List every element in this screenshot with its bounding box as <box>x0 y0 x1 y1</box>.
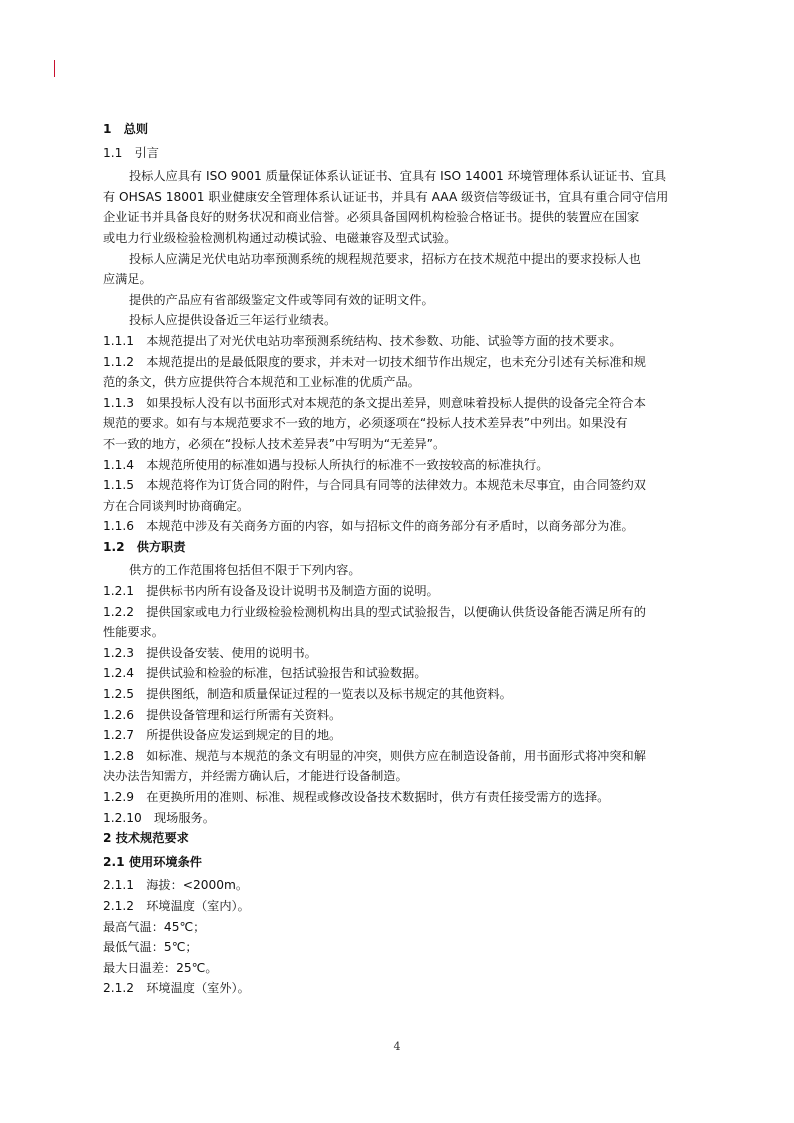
clause-line: 最大日温差：25℃。 <box>103 960 218 975</box>
red-corner-mark <box>54 60 55 77</box>
paragraph-line: 有 OHSAS 18001 职业健康安全管理体系认证证书，并具有 AAA 级资信等级证书，宜具有重合同守信用 <box>103 189 669 204</box>
page-number: 4 <box>393 1040 401 1053</box>
clause-line: 1.2.4 提供试验和检验的标准，包括试验报告和试验数据。 <box>103 666 427 681</box>
clause-line: 1.2.7 所提供设备应发运到规定的目的地。 <box>103 728 342 743</box>
clause-line: 1.2.9 在更换所用的准则、标准、规程或修改设备技术数据时，供方有责任接受需方的选择。 <box>103 790 610 804</box>
clause-line: 1.2.1 提供标书内所有设备及设计说明书及制造方面的说明。 <box>103 584 439 599</box>
paragraph-line: 应满足。 <box>103 272 152 287</box>
paragraph-line: 投标人应具有 ISO 9001 质量保证体系认证证书、宜具有 ISO 14001 环境管理体系认证证书、宜具 <box>129 169 667 184</box>
clause-line: 规范的要求。如有与本规范要求不一致的地方，必须逐项在“投标人技术差异表”中列出。如果没有 <box>103 416 628 431</box>
clause-line: 性能要求。 <box>103 625 164 640</box>
document-body <box>103 119 715 999</box>
clause-line: 1.1.3 如果投标人没有以书面形式对本规范的条文提出差异，则意味着投标人提供的设备完全符合本 <box>103 395 646 410</box>
clause-line: 1.2.5 提供图纸，制造和质量保证过程的一览表以及标书规定的其他资料。 <box>103 687 512 702</box>
clause-line: 1.2.3 提供设备安装、使用的说明书。 <box>103 645 317 660</box>
clause-line: 最低气温：5℃； <box>103 940 198 955</box>
clause-line: 1.2.8 如标准、规范与本规范的条文有明显的冲突，则供方应在制造设备前，用书面形式将冲突和解 <box>103 748 646 763</box>
clause-line: 不一致的地方，必须在“投标人技术差异表”中写明为“无差异”。 <box>103 436 446 451</box>
clause-line: 决办法告知需方，并经需方确认后，才能进行设备制造。 <box>103 769 408 784</box>
paragraph-line: 投标人应满足光伏电站功率预测系统的规程规范要求，招标方在技术规范中提出的要求投标人也 <box>129 251 641 266</box>
subsection-heading-intro: 1.1 引言 <box>103 145 159 160</box>
clause-line: 1.2.10 现场服务。 <box>103 810 215 825</box>
clause-line: 最高气温：45℃； <box>103 919 206 934</box>
clause-line: 范的条文，供方应提供符合本规范和工业标准的优质产品。 <box>103 375 420 390</box>
clause-line: 2.1.1 海拔：<2000m。 <box>103 878 249 893</box>
clause-line: 1.1.4 本规范所使用的标准如遇与投标人所执行的标准不一致按较高的标准执行。 <box>103 457 549 472</box>
paragraph-line: 供方的工作范围将包括但不限于下列内容。 <box>129 563 361 578</box>
subsection-heading-env: 2.1 使用环境条件 <box>103 854 202 869</box>
paragraph-line: 企业证书并具备良好的财务状况和商业信誉。必须具备国网机构检验合格证书。提供的装置应在国家 <box>103 210 640 225</box>
clause-line: 2.1.2 环境温度（室外）。 <box>103 981 250 996</box>
clause-line: 1.1.6 本规范中涉及有关商务方面的内容，如与招标文件的商务部分有矛盾时，以商务部分为准。 <box>103 519 634 534</box>
paragraph-line: 投标人应提供设备近三年运行业绩表。 <box>129 313 337 328</box>
clause-line: 1.1.5 本规范将作为订货合同的附件，与合同具有同等的法律效力。本规范未尽事宜，由合同签约双 <box>103 478 646 493</box>
clause-line: 1.2.6 提供设备管理和运行所需有关资料。 <box>103 707 342 722</box>
section-heading-1: 1 总则 <box>103 122 149 136</box>
clause-line: 2.1.2 环境温度（室内）。 <box>103 898 250 913</box>
section-heading-2: 2 技术规范要求 <box>103 831 189 846</box>
clause-line: 1.2.2 提供国家或电力行业级检验检测机构出具的型式试验报告，以便确认供货设备能否满足所有的 <box>103 604 646 619</box>
subsection-heading-supply: 1.2 供方职责 <box>103 539 186 554</box>
paragraph-line: 或电力行业级检验检测机构通过动模试验、电磁兼容及型式试验。 <box>103 230 457 245</box>
paragraph-line: 提供的产品应有省部级鉴定文件或等同有效的证明文件。 <box>129 292 434 307</box>
clause-line: 方在合同谈判时协商确定。 <box>103 498 250 513</box>
clause-line: 1.1.2 本规范提出的是最低限度的要求，并未对一切技术细节作出规定，也未充分引述有关标准和规 <box>103 354 646 369</box>
clause-line: 1.1.1 本规范提出了对光伏电站功率预测系统结构、技术参数、功能、试验等方面的技术要求。 <box>103 333 622 348</box>
